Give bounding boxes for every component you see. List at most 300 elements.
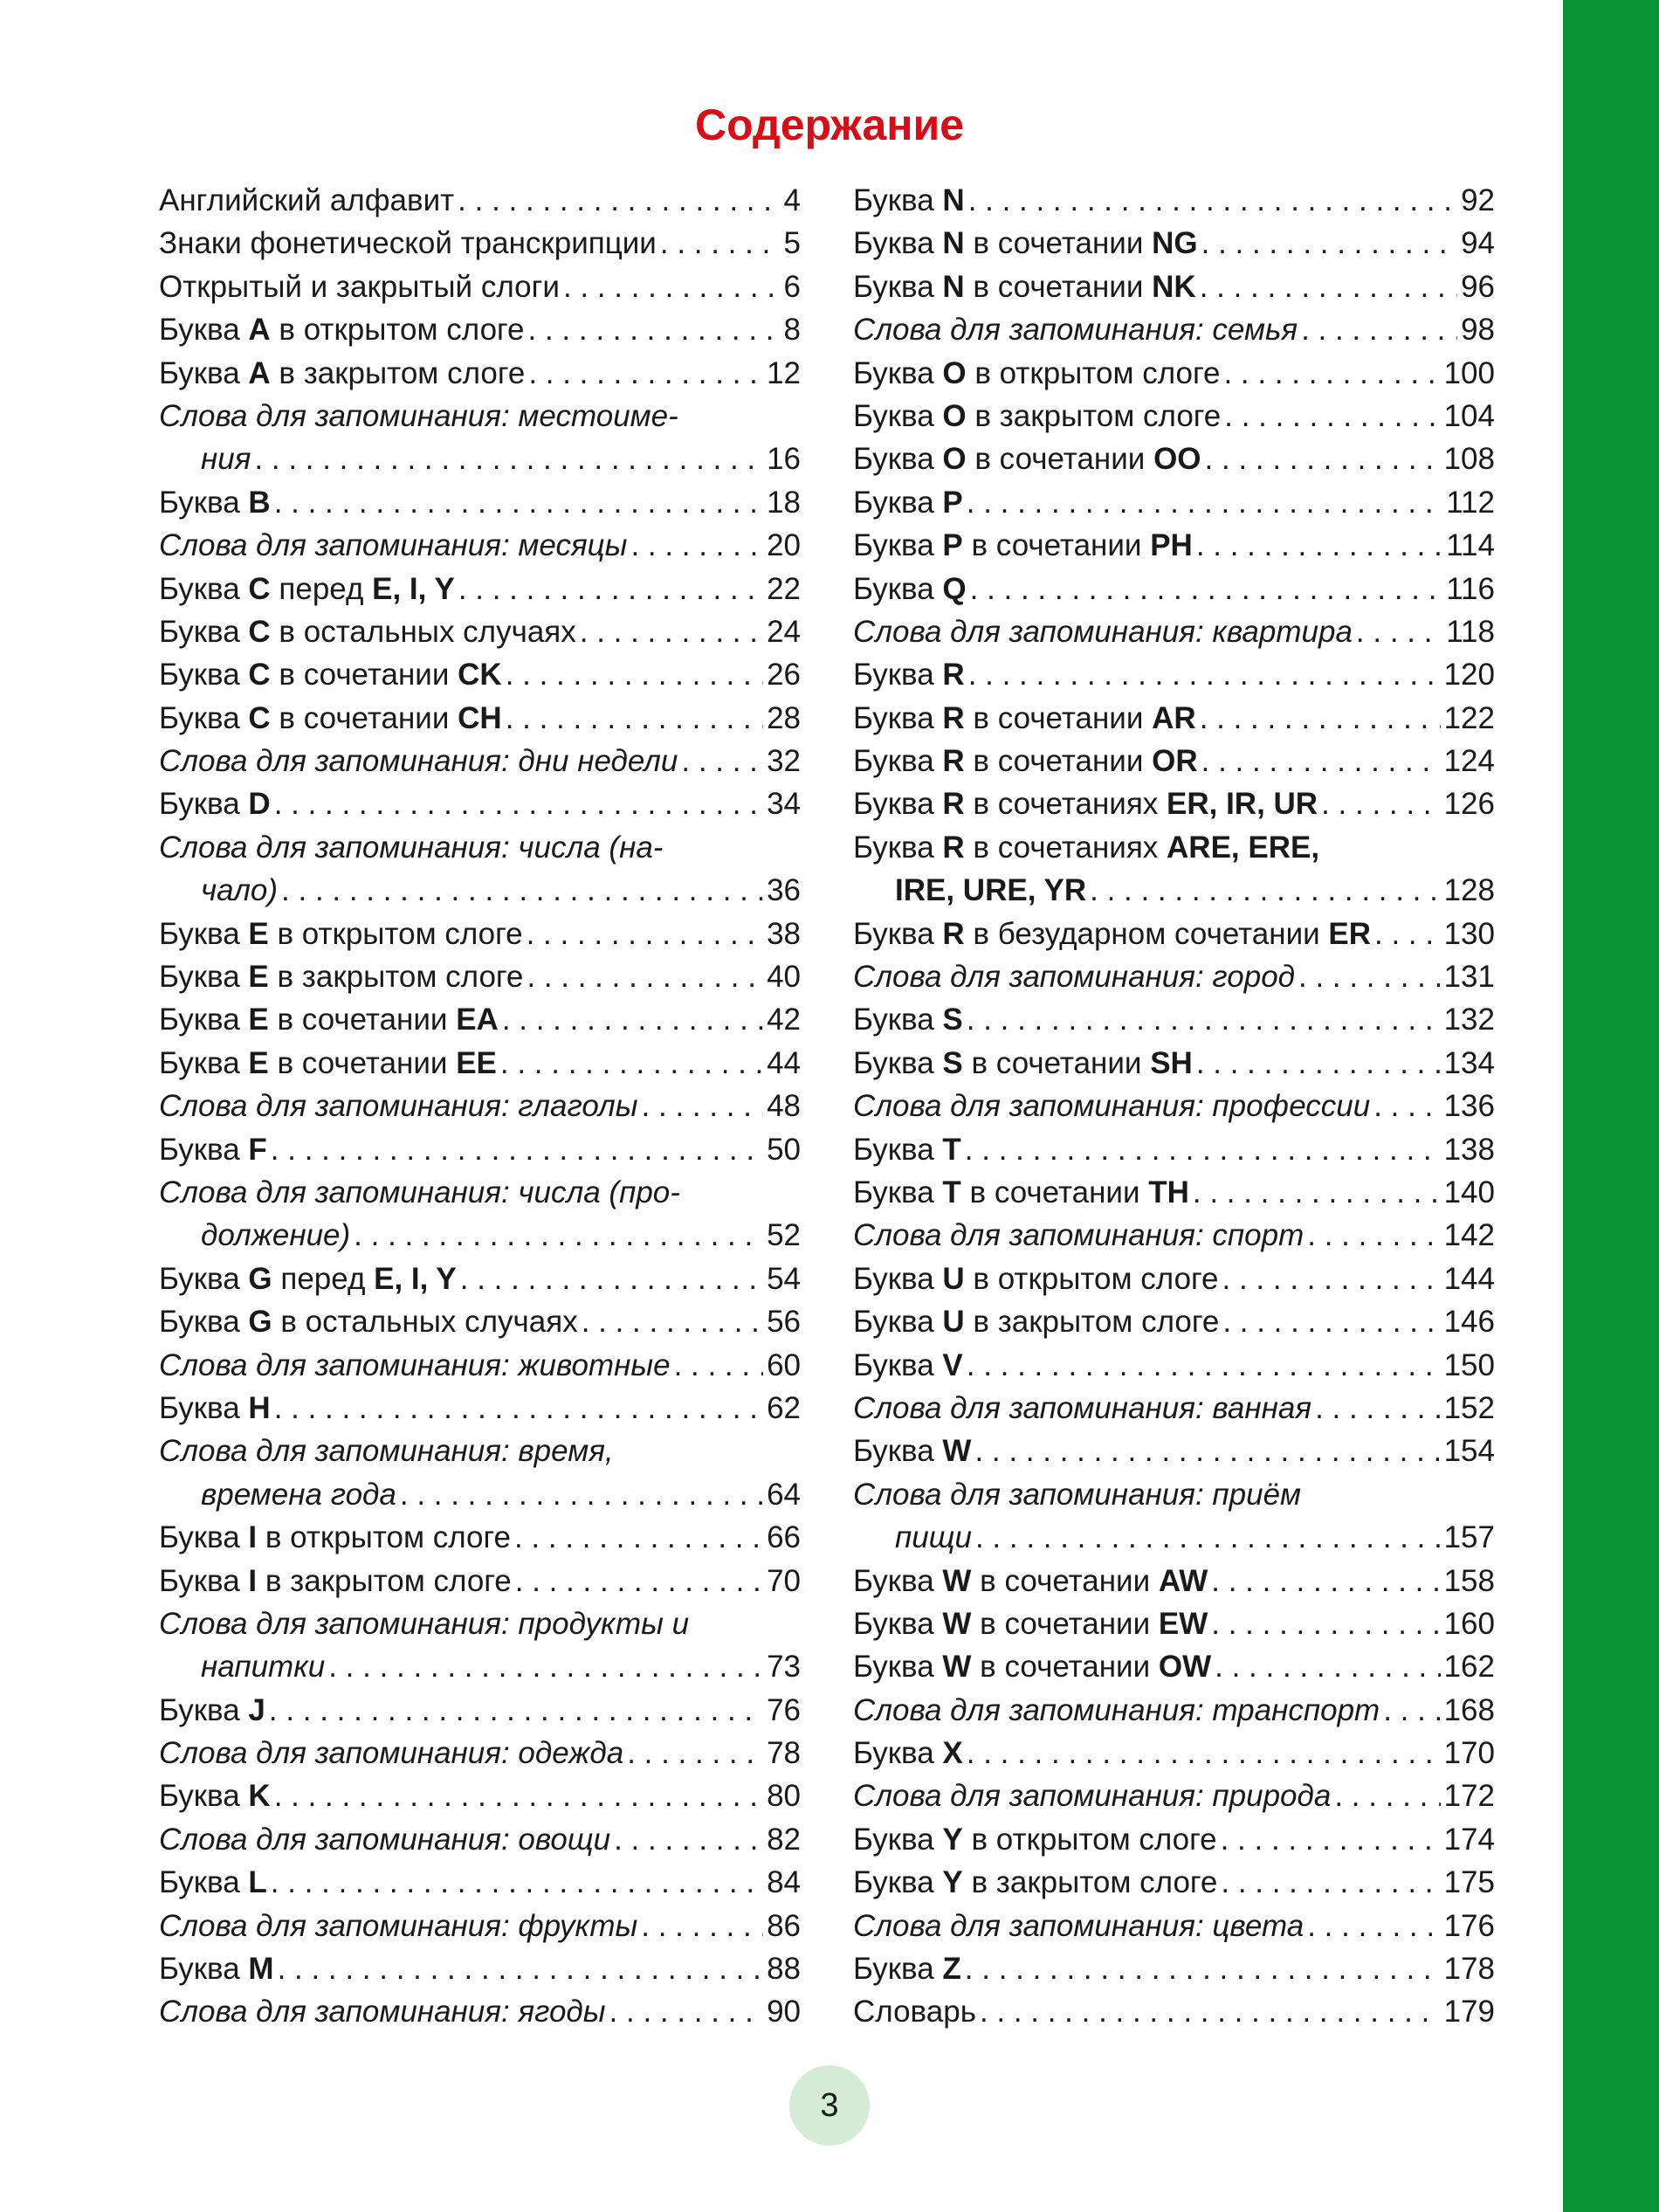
toc-entry xyxy=(853,1085,1495,1127)
toc-page-number: 18 xyxy=(767,485,801,520)
toc-entry-title xyxy=(853,610,1353,653)
toc-text-segment: Буква xyxy=(159,1045,249,1080)
toc-text-segment: Буква xyxy=(853,700,943,735)
toc-page-number: 34 xyxy=(767,787,801,822)
toc-entry xyxy=(853,524,1495,567)
toc-text-segment: Буква xyxy=(853,485,943,520)
dot-leader xyxy=(967,1344,1441,1387)
toc-text-segment: Слова для запоминания: одежда xyxy=(159,1736,624,1771)
toc-page-number: 64 xyxy=(767,1477,801,1512)
toc-entry xyxy=(159,222,801,265)
toc-letter-highlight: W xyxy=(942,1434,972,1469)
toc-text-segment: в закрытом слоге xyxy=(257,1563,512,1598)
toc-entry-title xyxy=(159,998,499,1041)
toc-text-segment: Буква xyxy=(853,1003,943,1037)
dot-leader xyxy=(1315,1387,1441,1430)
toc-entry-title xyxy=(159,1387,271,1430)
toc-entry-title xyxy=(853,1947,961,1990)
toc-entry-title xyxy=(853,1171,1189,1214)
toc-text-segment: Буква xyxy=(853,1305,943,1340)
toc-entry xyxy=(159,265,801,308)
toc-page-number: 22 xyxy=(767,571,801,606)
toc-entry-title xyxy=(853,653,965,696)
toc-text-segment: Слова для запоминания: профессии xyxy=(853,1089,1371,1124)
dot-leader xyxy=(1356,610,1442,653)
toc-entry-continued-line xyxy=(159,395,801,438)
toc-text-segment: ния xyxy=(201,442,251,477)
dot-leader xyxy=(580,610,763,653)
toc-letter-highlight: K xyxy=(248,1779,271,1814)
toc-page-number: 100 xyxy=(1443,355,1495,390)
toc-entry-title xyxy=(853,1774,1331,1817)
toc-letter-highlight: OR xyxy=(1152,744,1198,779)
dot-leader xyxy=(681,740,763,782)
toc-page-number: 172 xyxy=(1443,1779,1495,1814)
toc-page-number: 40 xyxy=(767,960,801,995)
toc-page-number: 126 xyxy=(1443,787,1495,822)
toc-text-segment: Буква xyxy=(853,1175,943,1209)
toc-entry-title xyxy=(853,1300,1219,1343)
toc-entry-title xyxy=(853,1689,1380,1732)
toc-page-number: 146 xyxy=(1443,1305,1495,1340)
toc-entry-title xyxy=(853,1602,1208,1645)
toc-entry-title xyxy=(159,1258,457,1300)
dot-leader xyxy=(527,913,763,955)
dot-leader xyxy=(1200,697,1441,740)
toc-entry xyxy=(853,1128,1495,1171)
toc-page-number: 174 xyxy=(1443,1822,1495,1857)
toc-entry xyxy=(853,653,1495,696)
toc-text-segment: Буква xyxy=(853,787,943,822)
toc-text-segment: чало) xyxy=(201,873,279,908)
toc-text-segment: в остальных случаях xyxy=(272,1305,578,1340)
toc-text-segment: Буква xyxy=(159,1261,249,1296)
toc-text-segment: Буква xyxy=(159,960,249,995)
toc-text-segment: Знаки фонетической транскрипции xyxy=(159,226,657,261)
toc-page-number: 5 xyxy=(783,226,801,261)
toc-page-number: 78 xyxy=(767,1736,801,1771)
toc-page-number: 32 xyxy=(767,744,801,779)
toc-entry xyxy=(853,1732,1495,1774)
toc-letter-highlight: E xyxy=(248,960,269,995)
toc-entry xyxy=(159,1560,801,1602)
toc-page-number: 36 xyxy=(767,873,801,908)
dot-leader xyxy=(1201,222,1457,265)
toc-entry xyxy=(159,1645,801,1688)
toc-entry xyxy=(853,1645,1495,1688)
dot-leader xyxy=(1200,265,1457,308)
toc-entry-title xyxy=(853,395,1221,438)
toc-page-number: 152 xyxy=(1443,1390,1495,1425)
toc-page-number: 60 xyxy=(767,1347,801,1382)
toc-text-segment: перед xyxy=(270,571,373,606)
toc-text-segment: Слова для запоминания: время, xyxy=(159,1434,614,1469)
toc-letter-highlight: R xyxy=(942,700,965,735)
toc-text-segment: Буква xyxy=(853,830,943,865)
dot-leader xyxy=(563,265,781,308)
dot-leader xyxy=(641,1905,763,1947)
toc-page-number: 132 xyxy=(1443,1003,1495,1037)
toc-letter-highlight: SH xyxy=(1150,1045,1193,1080)
toc-text-segment: Слова для запоминания: животные xyxy=(159,1347,671,1382)
toc-entry xyxy=(159,1473,801,1516)
toc-letter-highlight: R xyxy=(942,787,965,822)
toc-letter-highlight: ARE, ERE, xyxy=(1167,830,1320,865)
toc-entry-title xyxy=(853,1387,1311,1430)
toc-entry xyxy=(853,179,1495,222)
toc-letter-highlight: W xyxy=(942,1563,972,1598)
toc-letter-highlight: S xyxy=(942,1045,963,1080)
toc-entry-title xyxy=(159,653,502,696)
toc-text-segment: Буква xyxy=(853,1563,943,1598)
dot-leader xyxy=(660,222,781,265)
toc-entry xyxy=(853,481,1495,524)
dot-leader xyxy=(502,998,763,1041)
toc-entry-title xyxy=(201,438,251,480)
toc-entry xyxy=(853,955,1495,998)
toc-text-segment: Буква xyxy=(159,700,249,735)
toc-entry xyxy=(853,1818,1495,1861)
toc-text-segment: в открытом слоге xyxy=(966,355,1221,390)
toc-text-segment: в открытом слоге xyxy=(962,1822,1217,1857)
toc-letter-highlight: ER, IR, UR xyxy=(1167,787,1318,822)
toc-text-segment: должение) xyxy=(201,1218,351,1253)
toc-entry-title xyxy=(853,740,1198,782)
dot-leader xyxy=(968,653,1441,696)
toc-page-number: 116 xyxy=(1446,571,1495,606)
toc-page-number: 122 xyxy=(1443,700,1495,735)
toc-entry xyxy=(853,1689,1495,1732)
toc-entry xyxy=(853,265,1495,308)
dot-leader xyxy=(281,869,763,912)
toc-letter-highlight: A xyxy=(248,355,271,390)
toc-column-right xyxy=(853,179,1495,2034)
toc-page-number: 38 xyxy=(767,916,801,951)
toc-text-segment: Буква xyxy=(853,1822,943,1857)
toc-entry-title xyxy=(159,1774,271,1817)
toc-page-number: 24 xyxy=(767,614,801,649)
toc-entry xyxy=(159,1042,801,1085)
dot-leader xyxy=(514,1516,763,1559)
toc-page-number: 120 xyxy=(1443,658,1495,693)
toc-entry xyxy=(853,869,1495,912)
toc-text-segment: Буква xyxy=(853,1261,943,1296)
toc-text-segment: Слова для запоминания: месяцы xyxy=(159,528,628,563)
toc-text-segment: в открытом слоге xyxy=(257,1520,511,1555)
toc-text-segment: Буква xyxy=(159,1563,249,1598)
toc-text-segment: Слова для запоминания: овощи xyxy=(159,1822,611,1857)
toc-letter-highlight: R xyxy=(942,916,965,951)
toc-letter-highlight: E xyxy=(248,916,269,951)
toc-text-segment: напитки xyxy=(201,1650,326,1685)
toc-letter-highlight: X xyxy=(942,1736,963,1771)
toc-text-segment: Буква xyxy=(853,1132,943,1167)
toc-letter-highlight: IRE, URE, YR xyxy=(895,873,1087,908)
toc-text-segment: Слова для запоминания: местоиме- xyxy=(159,398,678,433)
toc-text-segment: Словарь xyxy=(853,1995,976,2029)
toc-entry-title xyxy=(853,1128,961,1171)
toc-entry-title xyxy=(853,222,1198,265)
toc-letter-highlight: P xyxy=(942,528,963,563)
toc-letter-highlight: ER xyxy=(1328,916,1372,951)
toc-page-number: 131 xyxy=(1443,960,1495,995)
toc-entry-title xyxy=(853,481,963,524)
toc-text-segment: в сочетании xyxy=(966,442,1154,477)
toc-entry-title xyxy=(159,1560,512,1602)
toc-entry xyxy=(159,782,801,825)
toc-text-segment: в сочетании xyxy=(971,1650,1159,1685)
toc-entry xyxy=(159,179,801,222)
toc-entry-title xyxy=(159,1861,267,1904)
toc-letter-highlight: I xyxy=(248,1563,258,1598)
dot-leader xyxy=(254,438,763,480)
toc-text-segment: в сочетании xyxy=(964,744,1153,779)
toc-letter-highlight: Y xyxy=(942,1865,963,1900)
toc-page-number: 118 xyxy=(1446,614,1495,649)
page-number-badge: 3 xyxy=(789,2065,870,2146)
dot-leader xyxy=(1224,395,1440,438)
toc-entry xyxy=(159,568,801,610)
toc-entry xyxy=(853,1990,1495,2033)
toc-entry xyxy=(159,352,801,395)
toc-entry xyxy=(159,955,801,998)
toc-text-segment: Слова для запоминания: ягоды xyxy=(159,1995,606,2029)
toc-text-segment: Буква xyxy=(159,614,249,649)
toc-page-number: 54 xyxy=(767,1261,801,1296)
toc-text-segment: пищи xyxy=(895,1520,972,1555)
toc-text-segment: Буква xyxy=(159,485,249,520)
toc-text-segment: в открытом слоге xyxy=(964,1261,1219,1296)
toc-page-number: 168 xyxy=(1443,1692,1495,1727)
toc-entry-title xyxy=(159,1602,689,1645)
toc-page-number: 42 xyxy=(767,1003,801,1037)
dot-leader xyxy=(1211,1560,1440,1602)
toc-entry-title xyxy=(853,1214,1304,1257)
toc-letter-highlight: F xyxy=(248,1132,267,1167)
toc-entry xyxy=(853,1344,1495,1387)
toc-entry xyxy=(159,1085,801,1127)
toc-text-segment: в закрытом слоге xyxy=(962,1865,1218,1900)
toc-text-segment: Слова для запоминания: семья xyxy=(853,313,1298,348)
toc-text-segment: в сочетании xyxy=(971,1606,1159,1641)
toc-page-number: 73 xyxy=(767,1650,801,1685)
toc-text-segment: Буква xyxy=(853,1347,943,1382)
toc-entry-title xyxy=(853,782,1318,825)
toc-text-segment: Буква xyxy=(159,1779,249,1814)
toc-entry xyxy=(853,1602,1495,1645)
toc-page-number: 158 xyxy=(1443,1563,1495,1598)
toc-entry-title xyxy=(853,1258,1219,1300)
toc-entry xyxy=(159,1128,801,1171)
toc-page-number: 128 xyxy=(1443,873,1495,908)
dot-leader xyxy=(974,1430,1440,1472)
toc-page-number: 48 xyxy=(767,1089,801,1124)
toc-page-number: 108 xyxy=(1443,442,1495,477)
dot-leader xyxy=(967,998,1441,1041)
toc-letter-highlight: D xyxy=(248,787,271,822)
toc-letter-highlight: E xyxy=(248,1003,269,1037)
toc-entry-title xyxy=(853,826,1319,869)
toc-text-segment: в сочетании xyxy=(964,700,1153,735)
toc-entry-title xyxy=(159,610,576,653)
toc-entry xyxy=(159,1214,801,1257)
toc-text-segment: Слова для запоминания: спорт xyxy=(853,1218,1304,1253)
toc-letter-highlight: N xyxy=(942,226,965,261)
toc-letter-highlight: H xyxy=(248,1390,271,1425)
toc-text-segment: Буква xyxy=(159,1305,249,1340)
toc-page-number: 12 xyxy=(767,355,801,390)
toc-page-number: 62 xyxy=(767,1390,801,1425)
toc-text-segment: в сочетании xyxy=(270,700,458,735)
toc-page-number: 96 xyxy=(1461,269,1495,304)
toc-letter-highlight: O xyxy=(942,355,967,390)
toc-text-segment: Слова для запоминания: продукты и xyxy=(159,1606,690,1641)
toc-entry-title xyxy=(853,913,1371,955)
toc-page-number: 104 xyxy=(1443,398,1495,433)
toc-entry-title xyxy=(853,1818,1217,1861)
toc-entry-continued-line xyxy=(159,1430,801,1472)
toc-page-number: 142 xyxy=(1443,1218,1495,1253)
dot-leader xyxy=(967,481,1442,524)
toc-entry xyxy=(853,1171,1495,1214)
toc-text-segment: Слова для запоминания: числа (про- xyxy=(159,1175,680,1209)
toc-text-segment: Буква xyxy=(159,1865,249,1900)
dot-leader xyxy=(975,1516,1441,1559)
toc-text-segment: в сочетании xyxy=(270,658,458,693)
toc-entry-continued-line xyxy=(159,1171,801,1214)
toc-text-segment: Буква xyxy=(159,313,249,348)
toc-column-left xyxy=(159,179,801,2034)
toc-letter-highlight: CH xyxy=(458,700,502,735)
dot-leader xyxy=(1383,1689,1440,1732)
toc-text-segment: Буква xyxy=(159,658,249,693)
dot-leader xyxy=(1201,740,1441,782)
toc-letter-highlight: R xyxy=(942,830,965,865)
toc-entry-title xyxy=(853,1990,976,2033)
toc-entry xyxy=(853,222,1495,265)
toc-letter-highlight: Q xyxy=(942,571,967,606)
toc-letter-highlight: W xyxy=(942,1650,972,1685)
dot-leader xyxy=(1221,1818,1441,1861)
toc-entry-title xyxy=(201,1473,396,1516)
toc-entry xyxy=(159,1774,801,1817)
toc-letter-highlight: S xyxy=(942,1003,963,1037)
dot-leader xyxy=(630,524,763,567)
toc-page-number: 150 xyxy=(1443,1347,1495,1382)
toc-letter-highlight: T xyxy=(942,1132,961,1167)
toc-text-segment: Буква xyxy=(853,1045,943,1080)
toc-letter-highlight: G xyxy=(248,1305,272,1340)
toc-text-segment: Буква xyxy=(853,744,943,779)
toc-entry-continued-line xyxy=(159,1602,801,1645)
dot-leader xyxy=(1334,1774,1440,1817)
toc-letter-highlight: I xyxy=(248,1520,258,1555)
toc-page-number: 70 xyxy=(767,1563,801,1598)
toc-entry-title xyxy=(159,222,657,265)
toc-entry xyxy=(853,1516,1495,1559)
toc-entry-title xyxy=(159,1300,578,1343)
toc-text-segment: в закрытом слоге xyxy=(270,355,526,390)
dot-leader xyxy=(278,1947,764,1990)
toc-page-number: 160 xyxy=(1443,1606,1495,1641)
dot-leader xyxy=(582,1300,763,1343)
toc-text-segment: Слова для запоминания: квартира xyxy=(853,614,1353,649)
toc-letter-highlight: EE xyxy=(456,1045,497,1080)
toc-letter-highlight: B xyxy=(248,485,271,520)
toc-text-segment: Открытый и закрытый слоги xyxy=(159,269,560,304)
toc-text-segment: Слова для запоминания: дни недели xyxy=(159,744,678,779)
toc-entry-title xyxy=(853,998,963,1041)
toc-entry-title xyxy=(159,1171,680,1214)
toc-entry xyxy=(159,998,801,1041)
toc-letter-highlight: G xyxy=(248,1261,272,1296)
toc-entry-title xyxy=(159,1990,606,2033)
toc-text-segment: Буква xyxy=(853,1865,943,1900)
toc-entry xyxy=(853,782,1495,825)
toc-text-segment: в сочетании xyxy=(962,528,1151,563)
dot-leader xyxy=(1223,352,1440,395)
toc-entry-title xyxy=(853,308,1298,351)
toc-entry-title xyxy=(159,524,627,567)
toc-text-segment: Буква xyxy=(159,787,249,822)
toc-text-segment: Буква xyxy=(853,916,943,951)
toc-page-number: 162 xyxy=(1443,1650,1495,1685)
toc-entry-title xyxy=(895,1516,972,1559)
toc-entry-title xyxy=(159,1947,274,1990)
toc-entry xyxy=(853,1042,1495,1085)
toc-entry-continued-line xyxy=(159,826,801,869)
toc-text-segment: в сочетании xyxy=(268,1045,457,1080)
toc-text-segment: в закрытом слоге xyxy=(964,1305,1220,1340)
toc-letter-highlight: PH xyxy=(1150,528,1193,563)
toc-entry-title xyxy=(201,869,278,912)
toc-page-number: 82 xyxy=(767,1822,801,1857)
toc-entry-title xyxy=(853,1344,963,1387)
toc-text-segment: в безударном сочетании xyxy=(964,916,1329,951)
toc-page-number: 134 xyxy=(1443,1045,1495,1080)
dot-leader xyxy=(527,955,763,998)
toc-text-segment: Буква xyxy=(159,571,249,606)
toc-letter-highlight: V xyxy=(942,1347,963,1382)
toc-page-number: 28 xyxy=(767,700,801,735)
toc-entry-title xyxy=(853,524,1193,567)
toc-entry xyxy=(853,740,1495,782)
toc-entry xyxy=(159,697,801,740)
toc-entry-title xyxy=(159,352,525,395)
toc-page-number: 157 xyxy=(1443,1520,1495,1555)
toc-text-segment: Слова для запоминания: цвета xyxy=(853,1908,1304,1943)
toc-text-segment: Буква xyxy=(853,226,943,261)
dot-leader xyxy=(274,481,763,524)
toc-text-segment: Слова для запоминания: фрукты xyxy=(159,1908,638,1943)
dot-leader xyxy=(970,568,1443,610)
toc-page-number: 66 xyxy=(767,1520,801,1555)
toc-letter-highlight: N xyxy=(942,183,965,217)
dot-leader xyxy=(274,782,763,825)
toc-entry-title xyxy=(853,1042,1193,1085)
toc-letter-highlight: EA xyxy=(456,1003,499,1037)
toc-text-segment: Буква xyxy=(853,442,943,477)
dot-leader xyxy=(1215,1645,1440,1688)
dot-leader xyxy=(614,1818,763,1861)
toc-entry-title xyxy=(201,1645,325,1688)
toc-text-segment: Слова для запоминания: транспорт xyxy=(853,1692,1380,1727)
toc-letter-highlight: O xyxy=(942,398,967,433)
toc-letter-highlight: C xyxy=(248,658,271,693)
toc-page-number: 52 xyxy=(767,1218,801,1253)
toc-letter-highlight: O xyxy=(942,442,967,477)
toc-page-number: 144 xyxy=(1443,1261,1495,1296)
